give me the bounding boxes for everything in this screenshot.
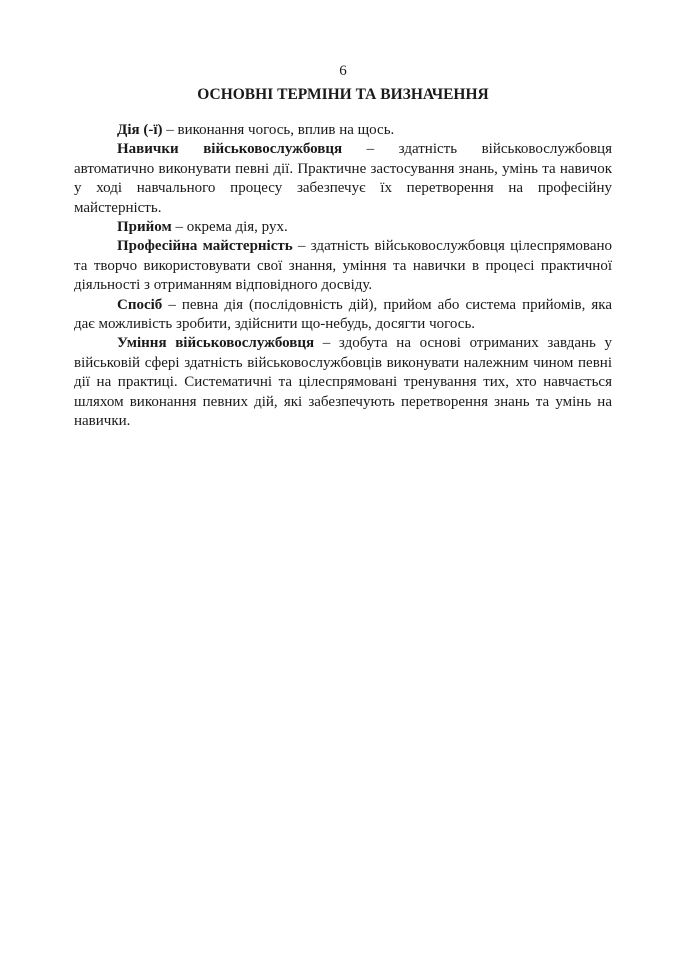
definition-term: Професійна майстерність (117, 238, 293, 255)
definition-text: – здатність військовослужбовця цілеспрямовано та творчо використовувати свої знання, уміння та навички в процесі практичної діяльності з отриманням відповідного досвіду. (74, 238, 612, 294)
definition-term: Спосіб (117, 296, 163, 313)
definition-text: – певна дія (послідовність дій), прийом або система прийомів, яка дає можливість зробити, здійснити що-небудь, досягти чогось. (74, 296, 612, 333)
definition-term: Навички військовослужбовця (117, 141, 343, 158)
definition-text: – окрема дія, рух. (171, 219, 288, 236)
definition-text: – здатність військовослужбовця автоматично виконувати певні дії. Практичне застосування знань, умінь та навичок у ході навчального процесу забезпечує їх перетворення на професійну майстерність. (74, 141, 612, 216)
definition-paragraph (74, 140, 612, 218)
definition-paragraph (74, 296, 612, 335)
definition-term: Уміння військовослужбовця (117, 335, 315, 352)
definition-text: – виконання чогось, вплив на щось. (162, 122, 395, 138)
definition-term: Прийом (117, 219, 172, 236)
page-number: 6 (339, 63, 347, 79)
definition-paragraph (74, 218, 612, 237)
definition-paragraph (74, 237, 612, 295)
definition-paragraph (74, 334, 612, 431)
definition-paragraph (74, 121, 612, 140)
definitions-list (74, 121, 612, 432)
page-title: ОСНОВНІ ТЕРМІНИ ТА ВИЗНАЧЕННЯ (197, 86, 489, 103)
definition-text: – здобута на основі отриманих завдань у військовій сфері здатність військовослужбовців виконувати належним чином певні дії на практиці. Систематичні та цілеспрямовані тренування тих, хто навчається шляхом виконання певних дій, які забезпечують перетворення знань та умінь на навички. (74, 335, 612, 430)
definition-term: Дія (-ї) (117, 122, 163, 138)
